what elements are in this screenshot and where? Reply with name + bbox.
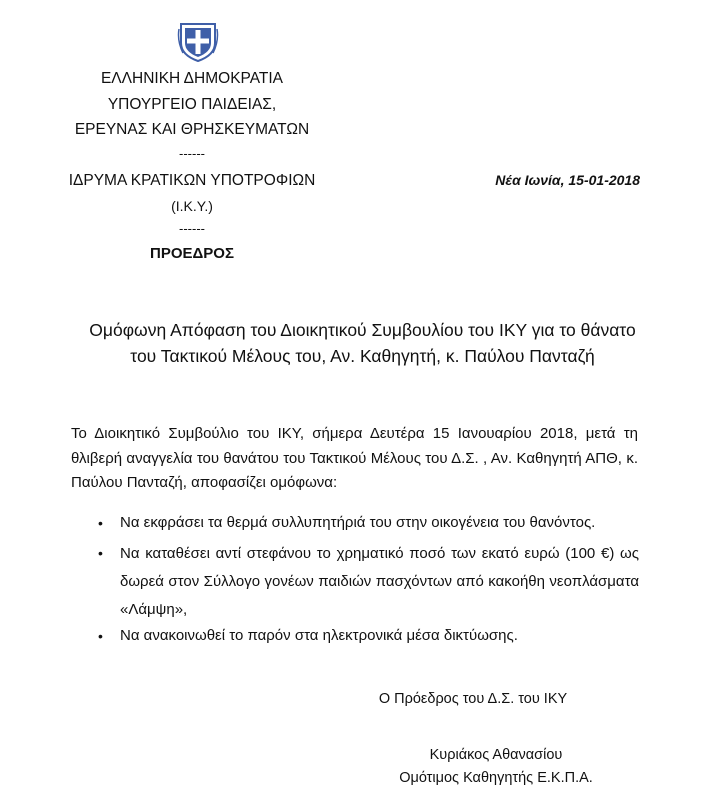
bullet-icon: • [98, 515, 103, 531]
document-date: Νέα Ιωνία, 15-01-2018 [495, 172, 640, 188]
header-ministry-cont: ΕΡΕΥΝΑΣ ΚΑΙ ΘΡΗΣΚΕΥΜΑΤΩΝ [74, 121, 310, 138]
document-title-cont: του Τακτικού Μέλους του, Αν. Καθηγητή, κ. Παύλου Πανταζή [130, 346, 595, 366]
decision-item-2-end: «Λάμψη», [120, 601, 188, 618]
decision-item-2: Να καταθέσει αντί στεφάνου το χρηματικό ποσό των εκατό ευρώ (100 €) ως [120, 545, 639, 562]
signature-role: Ο Πρόεδρος του Δ.Σ. του ΙΚΥ [378, 691, 568, 707]
header-foundation: ΙΔΡΥΜΑ ΚΡΑΤΙΚΩΝ ΥΠΟΤΡΟΦΙΩΝ [68, 172, 316, 189]
decision-item-2-cont: δωρεά στον Σύλλογο γονέων παιδιών πασχόντων από κακοήθη νεοπλάσματα [120, 573, 639, 590]
intro-paragraph: Το Διοικητικό Συμβούλιο του ΙΚΥ, σήμερα Δευτέρα 15 Ιανουαρίου 2018, μετά τη θλιβερή αναγγελία του θανάτου του Τακτικού Μέλους του Δ.Σ. , Αν. Καθηγητή ΑΠΘ, κ. Παύλου Πανταζή, αποφασίζει ομόφωνα: [71, 425, 638, 491]
decision-item-3: Να ανακοινωθεί το παρόν στα ηλεκτρονικά μέσα δικτύωσης. [120, 627, 518, 644]
greek-coat-of-arms-icon [177, 21, 219, 63]
bullet-icon: • [98, 545, 103, 561]
decision-item-1: Να εκφράσει τα θερμά συλλυπητήριά του στην οικογένεια του θανόντος. [120, 514, 596, 531]
header-country: ΕΛΛΗΝΙΚΗ ΔΗΜΟΚΡΑΤΙΑ [100, 70, 284, 87]
header-separator-2: ------ [179, 221, 205, 236]
header-ministry: ΥΠΟΥΡΓΕΙΟ ΠΑΙΔΕΙΑΣ, [107, 96, 277, 113]
document-title: Ομόφωνη Απόφαση του Διοικητικού Συμβουλίου του ΙΚΥ για το θάνατο [89, 320, 636, 340]
header-acronym: (Ι.Κ.Υ.) [171, 198, 213, 214]
header-president: ΠΡΟΕΔΡΟΣ [150, 245, 234, 262]
header-separator: ------ [179, 146, 205, 161]
signature-title: Ομότιμος Καθηγητής Ε.Κ.Π.Α. [399, 770, 593, 786]
bullet-icon: • [98, 628, 103, 644]
signature-name: Κυριάκος Αθανασίου [429, 747, 563, 763]
